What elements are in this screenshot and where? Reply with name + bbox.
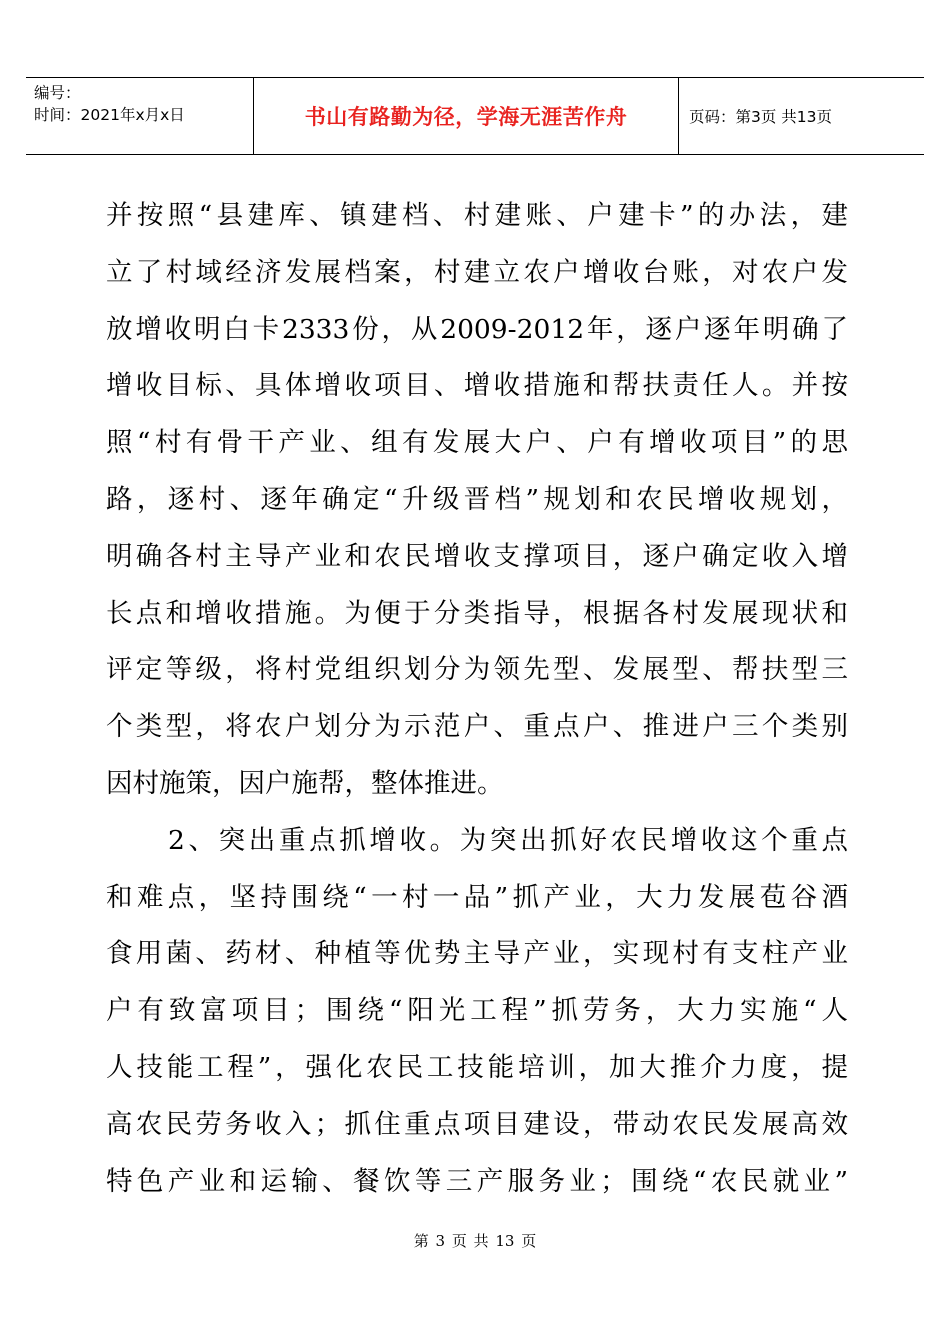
header-meta xyxy=(26,78,254,154)
header-page-info-cell xyxy=(679,78,924,154)
body-line: 评定等级，将村党组织划分为领先型、发展型、帮扶型三 xyxy=(106,654,848,686)
body-line: 路，逐村、逐年确定“升级晋档”规划和农民增收规划， xyxy=(106,483,848,515)
header-motto-cell xyxy=(254,78,679,154)
header-page-info: 页码：第3页 共13页 xyxy=(689,108,833,126)
document-date-label: 时间：2021年x月x日 xyxy=(34,106,185,124)
document-number-label: 编号： xyxy=(34,84,81,102)
body-line: 并按照“县建库、镇建档、村建账、户建卡”的办法，建 xyxy=(106,200,848,231)
body-line: 高农民劳务收入；抓住重点项目建设，带动农民发展高效 xyxy=(106,1108,848,1140)
body-line: 和难点，坚持围绕“一村一品”抓产业，大力发展苞谷酒 xyxy=(106,881,848,913)
body-line: 户有致富项目；围绕“阳光工程”抓劳务，大力实施“人 xyxy=(106,995,848,1027)
page-footer: 第 3 页 共 13 页 xyxy=(413,1232,537,1250)
body-line: 照“村有骨干产业、组有发展大户、户有增收项目”的思 xyxy=(106,427,848,459)
body-line: 因村施策，因户施帮，整体推进。 xyxy=(106,767,504,799)
body-line: 食用菌、药材、种植等优势主导产业，实现村有支柱产业 xyxy=(106,938,848,970)
body-line: 增收目标、具体增收项目、增收措施和帮扶责任人。并按 xyxy=(106,370,848,402)
body-line: 立了村域经济发展档案，村建立农户增收台账，对农户发 xyxy=(106,256,848,288)
body-line: 人技能工程”，强化农民工技能培训，加大推介力度，提 xyxy=(106,1051,848,1083)
body-line: 明确各村主导产业和农民增收支撑项目，逐户确定收入增 xyxy=(106,540,848,572)
page-header xyxy=(26,77,924,155)
document-body xyxy=(106,188,848,1210)
paragraph-start-line: 2、突出重点抓增收。为突出抓好农民增收这个重点 xyxy=(168,824,848,856)
body-line: 放增收明白卡2333份，从2009-2012年，逐户逐年明确了 xyxy=(106,313,848,345)
body-line: 长点和增收措施。为便于分类指导，根据各村发展现状和 xyxy=(106,597,848,629)
body-line: 特色产业和运输、餐饮等三产服务业；围绕“农民就业” xyxy=(106,1165,848,1197)
header-motto: 书山有路勤为径，学海无涯苦作舟 xyxy=(304,105,628,129)
body-line: 个类型，将农户划分为示范户、重点户、推进户三个类别 xyxy=(106,711,848,743)
